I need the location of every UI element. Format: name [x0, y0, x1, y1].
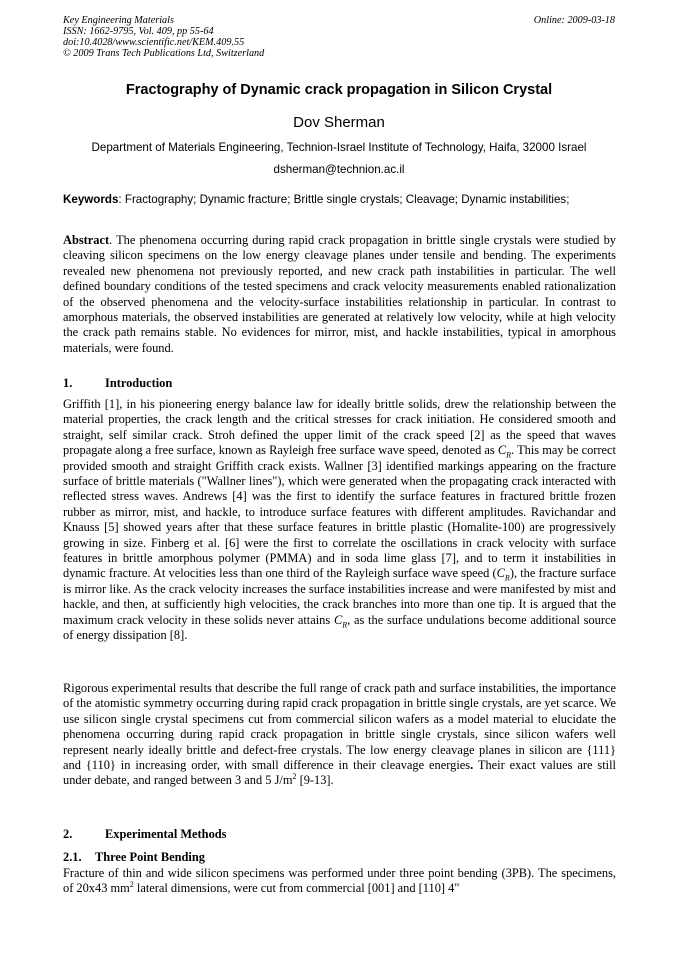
- paper-title: Fractography of Dynamic crack propagation in Silicon Crystal: [125, 82, 553, 98]
- intro-text: , as the surface undulations become additional source of energy dissipation [8].: [63, 612, 616, 643]
- online-date: Online: 2009-03-18: [533, 15, 615, 26]
- intro-text: Rigorous experimental results that describe the full range of crack path and surface instabilities, the importance of the atomistic symmetry occurring during rapid crack propagation in brittle single crystals, are yet scarce. We use silicon single crystal specimens cut from commercial silicon wafers as a model material to elucidate the phenomena occurring during rapid crack propagation in brittle single crystals, since silicon wafers well represent nearly ideally brittle and defect-free crystals. The low energy cleavage planes in silicon are {111} and {110} in increasing order, with small difference in their cleavage energies: [63, 681, 616, 773]
- symbol-subscript: R: [506, 450, 512, 460]
- symbol-c: C: [496, 566, 505, 581]
- doi-line: doi:10.4028/www.scientific.net/KEM.409.55: [63, 37, 245, 48]
- issn-line: ISSN: 1662-9795, Vol. 409, pp 55-64: [63, 26, 214, 37]
- bold-period: .: [470, 758, 474, 773]
- symbol-subscript: R: [504, 573, 510, 583]
- symbol-c: C: [333, 612, 343, 627]
- section-number: 2.: [63, 827, 73, 841]
- author-email: dsherman@technion.ac.il: [273, 163, 405, 176]
- intro-paragraph-1: [63, 397, 616, 644]
- keywords-line: [63, 193, 623, 206]
- section-heading-methods: [63, 827, 227, 842]
- symbol-subscript: R: [342, 620, 348, 630]
- keywords-text: : Fractography; Dynamic fracture; Brittle single crystals; Cleavage; Dynamic instabilities;: [118, 193, 570, 206]
- rayleigh-symbol: [333, 612, 348, 630]
- subsection-title: Three Point Bending: [95, 850, 205, 864]
- intro-text: [9-13].: [296, 773, 334, 788]
- methods-text: Fracture of thin and wide silicon specimens was performed under three point bending (3PB). The specimens, of 20x43 mm: [63, 866, 616, 896]
- section-number: 1.: [63, 376, 73, 390]
- methods-paragraph: [63, 866, 616, 897]
- superscript: 2: [292, 772, 297, 782]
- copyright-line: © 2009 Trans Tech Publications Ltd, Switzerland: [63, 48, 265, 59]
- intro-paragraph-2: [63, 681, 616, 789]
- intro-text: Griffith [1], in his pioneering energy balance law for ideally brittle solids, drew the relationship between the material properties, the crack length and the critical stresses for crack initiation. He considered smooth and straight, self similar crack. Stroh defined the upper limit of the crack speed [2] as the speed that waves propagate along a free surface, known as Rayleigh free surface wave speed, denoted as: [63, 397, 616, 458]
- section-title: Introduction: [105, 376, 173, 390]
- journal-name: Key Engineering Materials: [63, 15, 174, 26]
- journal-header: [63, 15, 615, 59]
- methods-text: lateral dimensions, were cut from commercial [001] and [110] 4": [133, 881, 460, 896]
- intro-text: . This may be correct provided smooth and straight Griffith crack exists. Wallner [3] identified markings appearing on the fracture surface of brittle materials ("Wallner lines"), which were generated when the propagating crack interacted with reflected stress waves. Andrews [4] was the first to identify the surface features in fractured brittle frozen rubber as mirror, mist, and hackle, to introduce surface features with different amplitudes. Ravichandar and Knauss [5] showed years after that these surface features in brittle plastic (Homalite-100) are progressively growing in size. Finberg et al. [6] were the first to correlate the oscillations in crack velocity with surface features in brittle amorphous polymer (PMMA) and in soda lime glass [7], and to term it instabilities in dynamic fracture. At velocities less than one third of the Rayleigh surface wave speed (: [63, 443, 616, 581]
- intro-text: Their exact values are still under debate, and ranged between 3 and 5 J/m: [63, 758, 616, 788]
- rayleigh-symbol: [496, 566, 510, 583]
- rayleigh-symbol: [497, 443, 512, 460]
- section-title: Experimental Methods: [105, 827, 227, 841]
- author-name: Dov Sherman: [293, 114, 385, 131]
- keywords-label: Keywords: [63, 193, 119, 206]
- intro-text: ), the fracture surface is mirror like. As the crack velocity increases the surface instabilities increase and were manifested by mist and hackle, and then, at sufficiently high velocities, the crack branches into more than one tip. It is argued that the maximum crack velocity in these solids never attains: [63, 566, 616, 627]
- section-heading-introduction: [63, 376, 172, 391]
- abstract-label: Abstract: [63, 233, 110, 247]
- superscript: 2: [129, 880, 134, 890]
- subsection-heading: [63, 850, 205, 865]
- subsection-number: 2.1.: [63, 850, 82, 864]
- abstract-text: . The phenomena occurring during rapid crack propagation in brittle single crystals were studied by cleaving silicon specimens on the low energy cleavage planes under tensile and bending. The experiments revealed new phenomena not previously reported, and new crack path instabilities in particular. The well defined boundary conditions of the tested specimens and crack velocity measurements enabled rationalization of the observed phenomena and the velocity-surface instabilities relationship in particular. In contrast to amorphous materials, the observed instabilities are generated at relatively low velocity, while at high velocity the crack path remains stable. No evidences for mirror, mist, and hackle instabilities, typical in amorphous materials, were found.: [63, 233, 616, 355]
- symbol-c: C: [497, 443, 507, 458]
- author-affiliation: Department of Materials Engineering, Technion-Israel Institute of Technology, Haifa, 32000 Israel: [91, 141, 587, 154]
- abstract-paragraph: [63, 233, 616, 356]
